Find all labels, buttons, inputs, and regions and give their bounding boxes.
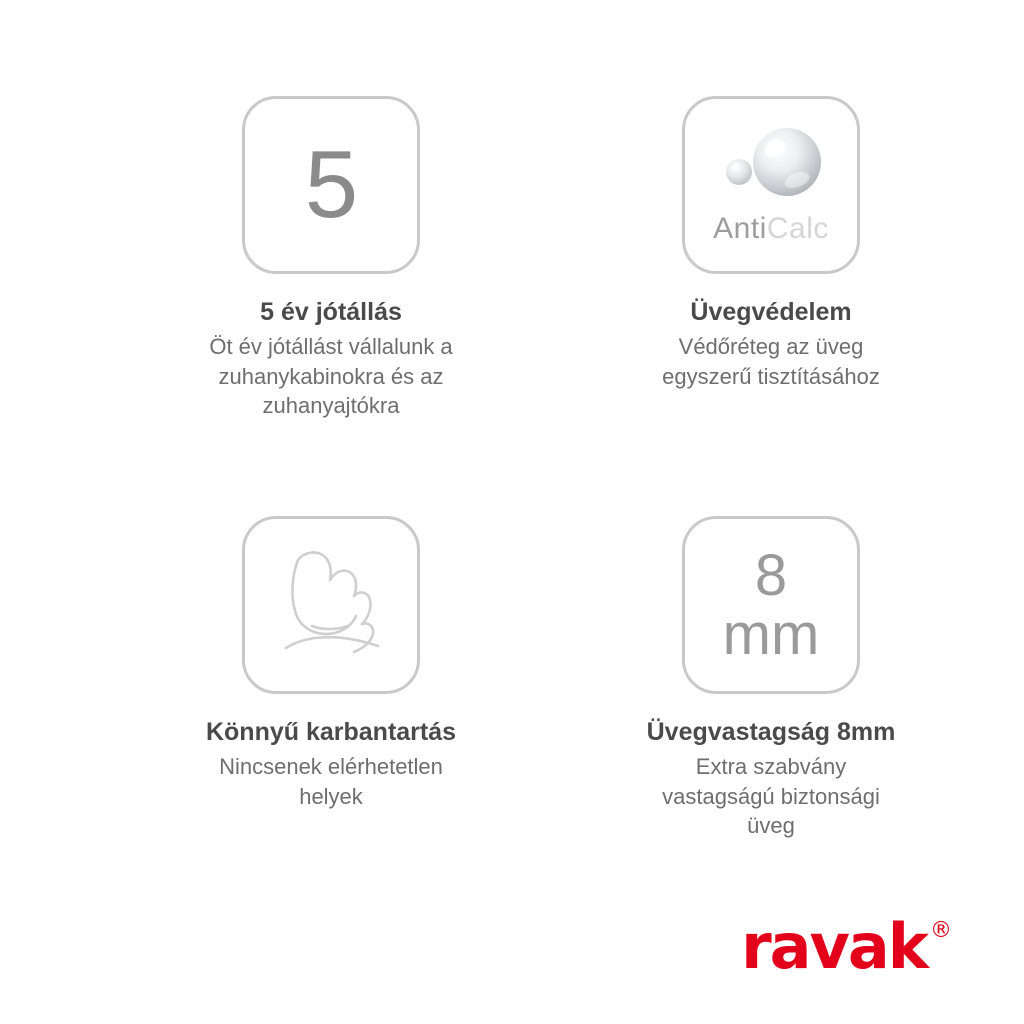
five-years-number-icon: 5 [304,131,358,238]
brand-name: ravak [741,910,927,983]
hand-wiping-surface-icon [256,530,406,680]
anticalc-label-anti: Anti [713,212,767,245]
feature-title: Könnyű karbantartás [205,718,457,746]
feature-description: Extra szabvány vastagságú biztonsági üveg [662,754,880,839]
features-grid [0,96,1024,936]
feature-title: Üvegvédelem [690,298,852,326]
feature-card-easy-maintenance [0,516,512,936]
glass-protection-icon-box [682,96,860,274]
anticalc-label-calc: Calc [766,212,829,245]
feature-title: Üvegvastagság 8mm [646,718,896,746]
glass-thickness-icon-box [682,516,860,694]
anticalc-droplet-icon [711,118,831,210]
easy-maintenance-icon-box [242,516,420,694]
feature-description: Nincsenek elérhetetlen helyek [219,754,443,809]
feature-card-glass-protection [512,96,1024,516]
thickness-number: 8 [754,542,788,608]
warranty-icon-box [242,96,420,274]
thickness-unit: mm [722,602,820,667]
anticalc-label [713,212,829,246]
feature-card-warranty [0,96,512,516]
feature-description: Öt év jótállást vállalunk a zuhanykabinokra és az zuhanyajtókra [209,334,453,419]
feature-description: Védőréteg az üveg egyszerű tisztításához [662,334,880,389]
registered-trademark-icon: ® [930,918,952,943]
feature-title: 5 év jótállás [260,298,402,326]
brand-logo [741,910,952,983]
feature-card-glass-thickness [512,516,1024,936]
